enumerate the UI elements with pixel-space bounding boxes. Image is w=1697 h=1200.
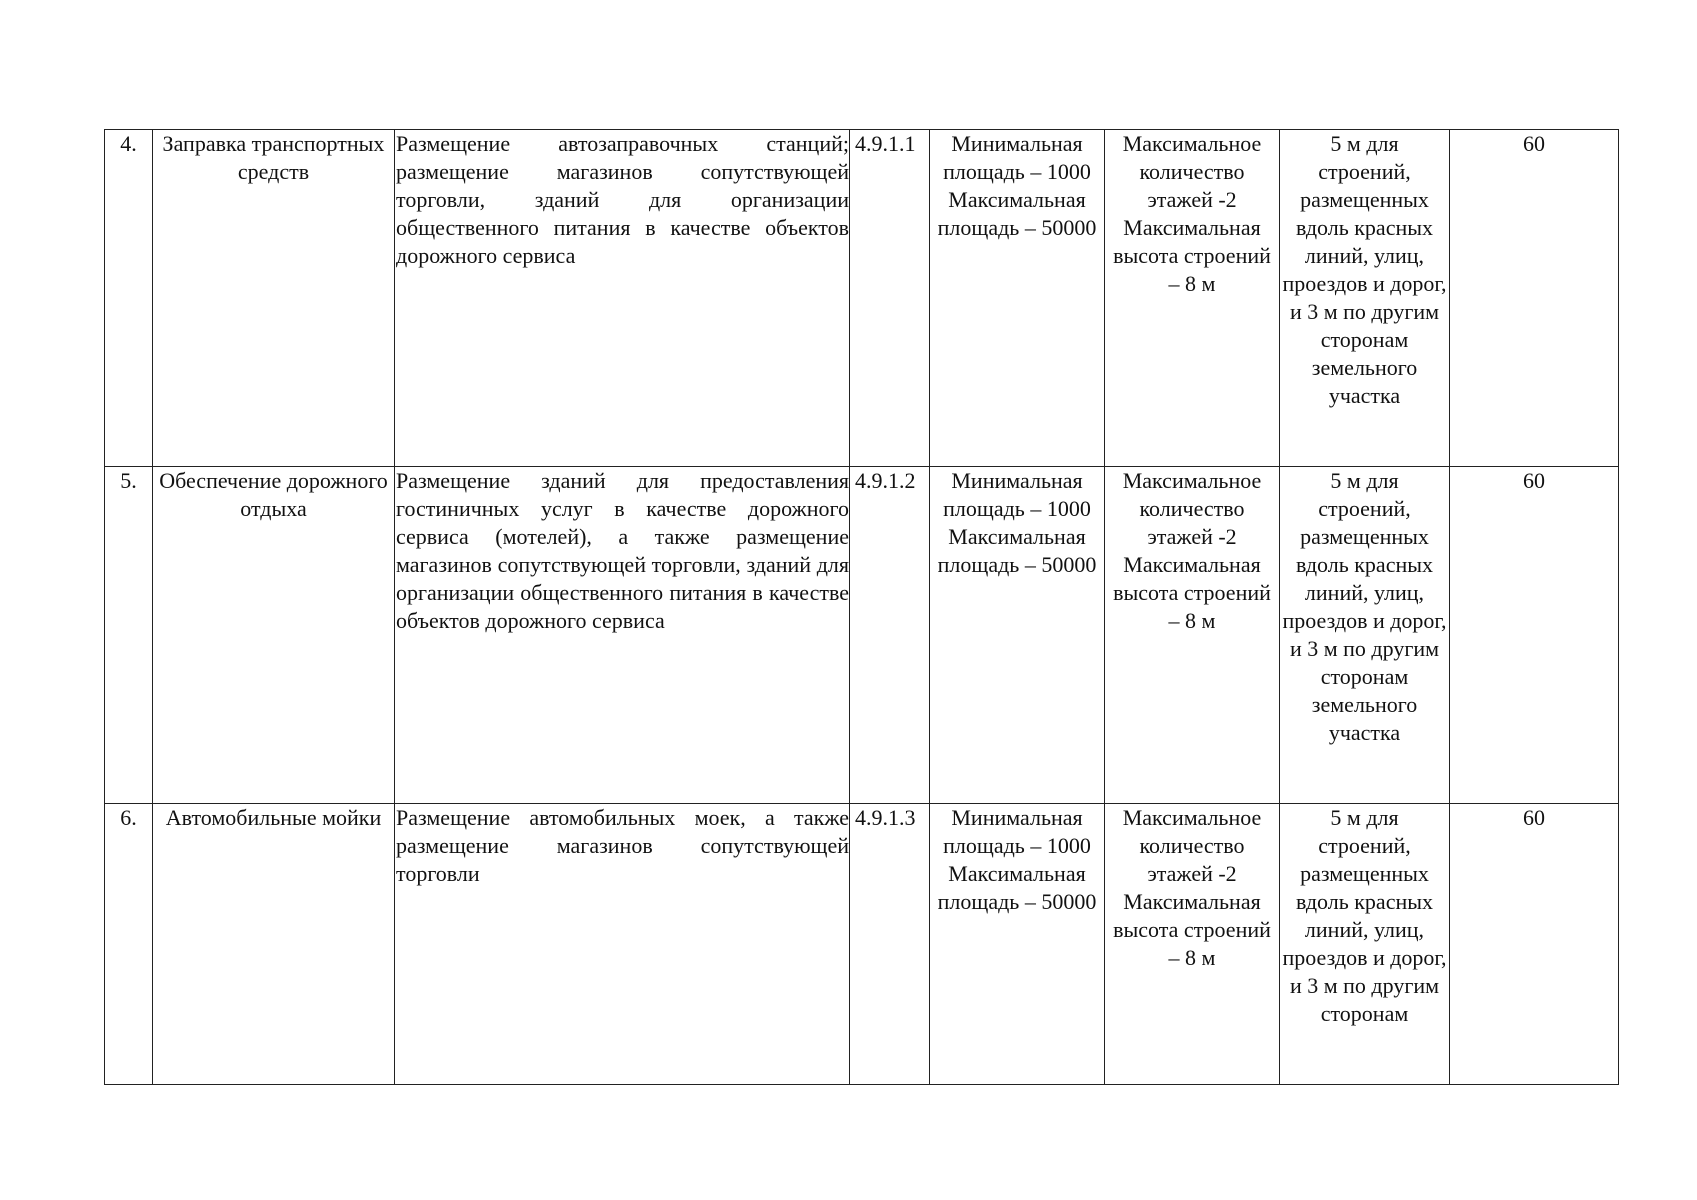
- use-type-name: Автомобильные мойки: [153, 804, 395, 1085]
- plot-area-limits: Минимальная площадь – 1000 Максимальная площадь – 50000: [930, 467, 1105, 804]
- row-number: 4.: [105, 130, 153, 467]
- coverage-percent: 60: [1450, 467, 1619, 804]
- use-type-name: Обеспечение дорожного отдыха: [153, 467, 395, 804]
- table-row: [105, 804, 1619, 1085]
- land-use-table: [104, 129, 1619, 1085]
- table-row: [105, 467, 1619, 804]
- use-type-name: Заправка транспортных средств: [153, 130, 395, 467]
- plot-area-limits: Минимальная площадь – 1000 Максимальная площадь – 50000: [930, 130, 1105, 467]
- plot-area-limits: Минимальная площадь – 1000 Максимальная площадь – 50000: [930, 804, 1105, 1085]
- coverage-percent: 60: [1450, 130, 1619, 467]
- setback-rules: 5 м для строений, размещенных вдоль красных линий, улиц, проездов и дорог, и 3 м по другим сторонам земельного участка: [1280, 467, 1450, 804]
- use-description: Размещение автомобильных моек, а также размещение магазинов сопутствующей торговли: [395, 804, 850, 1085]
- height-limits: Максимальное количество этажей -2 Максимальная высота строений – 8 м: [1105, 804, 1280, 1085]
- use-description: Размещение автозаправочных станций; размещение магазинов сопутствующей торговли, зданий для организации общественного питания в качестве объектов дорожного сервиса: [395, 130, 850, 467]
- use-description: Размещение зданий для предоставления гостиничных услуг в качестве дорожного сервиса (мотелей), а также размещение магазинов сопутствующей торговли, зданий для организации общественного питания в качестве объектов дорожного сервиса: [395, 467, 850, 804]
- table-row: [105, 130, 1619, 467]
- row-number: 5.: [105, 467, 153, 804]
- classifier-code: 4.9.1.3: [850, 804, 930, 1085]
- height-limits: Максимальное количество этажей -2 Максимальная высота строений – 8 м: [1105, 130, 1280, 467]
- setback-rules: 5 м для строений, размещенных вдоль красных линий, улиц, проездов и дорог, и 3 м по другим сторонам земельного участка: [1280, 130, 1450, 467]
- height-limits: Максимальное количество этажей -2 Максимальная высота строений – 8 м: [1105, 467, 1280, 804]
- classifier-code: 4.9.1.1: [850, 130, 930, 467]
- coverage-percent: 60: [1450, 804, 1619, 1085]
- setback-rules: 5 м для строений, размещенных вдоль красных линий, улиц, проездов и дорог, и 3 м по другим сторонам: [1280, 804, 1450, 1085]
- classifier-code: 4.9.1.2: [850, 467, 930, 804]
- row-number: 6.: [105, 804, 153, 1085]
